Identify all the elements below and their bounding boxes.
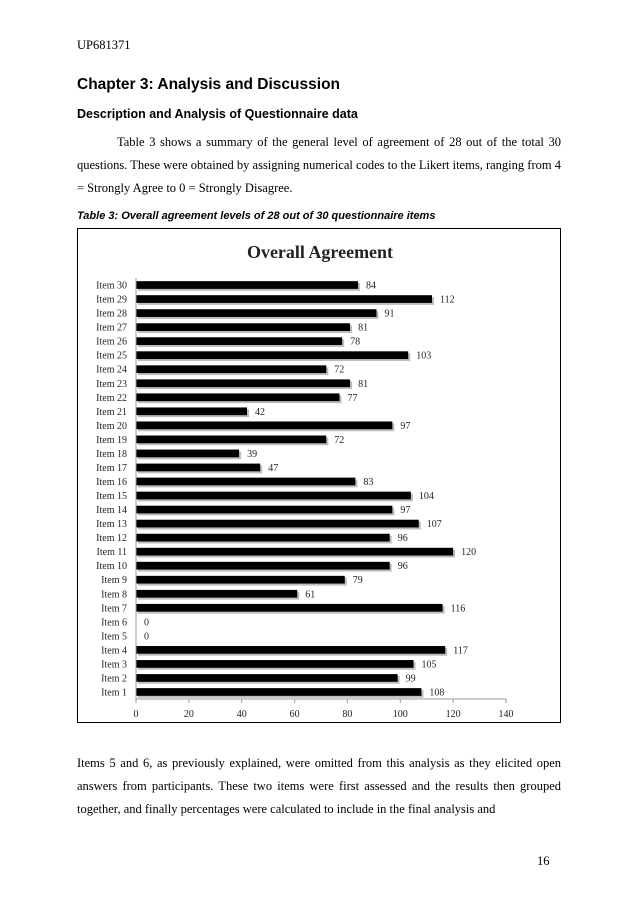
y-tick-label: Item 29 [96, 294, 127, 306]
x-tick-label: 0 [133, 709, 139, 720]
data-label: 39 [247, 448, 258, 460]
data-label: 117 [453, 645, 468, 657]
x-tick-label: 40 [236, 709, 247, 720]
bar-item-20 [136, 421, 392, 429]
y-tick-label: Item 6 [101, 617, 127, 629]
bar-item-18 [136, 450, 239, 458]
data-label: 0 [144, 631, 149, 643]
bar-item-12 [136, 534, 390, 542]
y-tick-label: Item 17 [96, 462, 127, 474]
followup-paragraph: Items 5 and 6, as previously explained, were omitted from this analysis as they elicited open answers from participants. These two items were first assessed and the results then grouped together, and finally percentages were calculated to include in the final analysis and [77, 756, 561, 816]
data-label: 116 [450, 603, 466, 615]
chart-frame [77, 228, 561, 723]
y-tick-label: Item 8 [101, 589, 127, 601]
y-tick-label: Item 23 [96, 378, 127, 390]
data-label: 99 [405, 673, 416, 685]
data-label: 81 [358, 378, 369, 390]
table-caption: Table 3: Overall agreement levels of 28 out of 30 questionnaire items [77, 210, 436, 222]
data-label: 112 [440, 294, 455, 306]
data-label: 42 [255, 406, 265, 418]
data-label: 105 [421, 659, 437, 671]
data-label: 84 [366, 280, 376, 292]
y-tick-label: Item 3 [101, 659, 127, 671]
y-tick-label: Item 15 [96, 491, 127, 503]
y-tick-label: Item 10 [96, 561, 127, 573]
bar-item-1 [136, 688, 421, 696]
y-tick-label: Item 12 [96, 533, 127, 545]
data-label: 120 [461, 547, 477, 559]
data-label: 103 [416, 350, 432, 362]
x-tick-label: 60 [289, 709, 300, 720]
y-tick-label: Item 24 [96, 364, 127, 376]
bar-item-25 [136, 351, 408, 359]
data-label: 47 [268, 462, 279, 474]
bar-item-16 [136, 478, 355, 486]
section-title: Description and Analysis of Questionnaire data [77, 107, 358, 121]
data-label: 91 [384, 308, 395, 320]
x-tick-label: 80 [342, 709, 353, 720]
y-tick-label: Item 20 [96, 420, 127, 432]
y-tick-label: Item 28 [96, 308, 127, 320]
data-label: 97 [400, 505, 411, 517]
bar-item-28 [136, 309, 377, 317]
overall-agreement-chart [78, 229, 562, 724]
data-label: 107 [426, 519, 442, 531]
bar-item-17 [136, 464, 260, 472]
data-label: 108 [429, 687, 445, 699]
data-label: 97 [400, 420, 411, 432]
y-tick-label: Item 19 [96, 434, 127, 446]
data-label: 0 [144, 617, 149, 629]
y-tick-label: Item 25 [96, 350, 127, 362]
data-label: 79 [352, 575, 363, 587]
intro-paragraph: Table 3 shows a summary of the general level of agreement of 28 out of the total 30 questions. These were obtained by assigning numerical codes to the Likert items, ranging from 4 = Strongly Agree to 0 = Strongly Disagree. [77, 135, 561, 195]
y-tick-label: Item 16 [96, 476, 127, 488]
x-tick-label: 100 [392, 709, 408, 720]
page-number: 16 [537, 854, 550, 868]
y-tick-label: Item 22 [96, 392, 127, 404]
y-tick-label: Item 7 [101, 603, 127, 615]
bar-item-14 [136, 506, 392, 514]
bar-item-22 [136, 393, 340, 401]
bar-item-3 [136, 660, 414, 668]
bar-item-4 [136, 646, 445, 654]
y-tick-label: Item 2 [101, 673, 127, 685]
bar-item-11 [136, 548, 453, 556]
y-tick-label: Item 4 [101, 645, 127, 657]
document-id-header: UP681371 [77, 38, 131, 52]
bar-item-2 [136, 674, 398, 682]
chart-title: Overall Agreement [246, 242, 394, 262]
bar-item-29 [136, 295, 432, 303]
bar-item-10 [136, 562, 390, 570]
bar-item-9 [136, 576, 345, 584]
bar-item-24 [136, 365, 326, 373]
bar-item-19 [136, 436, 326, 444]
bar-item-15 [136, 492, 411, 500]
y-tick-label: Item 18 [96, 448, 127, 460]
data-label: 78 [350, 336, 361, 348]
bar-item-21 [136, 407, 247, 415]
y-tick-label: Item 13 [96, 519, 127, 531]
y-tick-label: Item 26 [96, 336, 127, 348]
y-tick-label: Item 30 [96, 280, 127, 292]
bar-item-30 [136, 281, 358, 289]
y-tick-label: Item 27 [96, 322, 127, 334]
bar-item-27 [136, 323, 350, 331]
data-label: 72 [334, 434, 345, 446]
y-tick-label: Item 14 [96, 505, 127, 517]
data-label: 104 [418, 491, 434, 503]
y-tick-label: Item 9 [101, 575, 127, 587]
data-label: 72 [334, 364, 345, 376]
bar-item-7 [136, 604, 443, 612]
chapter-title: Chapter 3: Analysis and Discussion [77, 76, 341, 93]
bar-item-13 [136, 520, 419, 528]
data-label: 61 [305, 589, 316, 601]
y-tick-label: Item 1 [101, 687, 127, 699]
x-tick-label: 140 [498, 709, 514, 720]
x-tick-label: 20 [183, 709, 194, 720]
x-tick-label: 120 [445, 709, 461, 720]
data-label: 81 [358, 322, 369, 334]
data-label: 96 [397, 533, 408, 545]
y-tick-label: Item 21 [96, 406, 127, 418]
y-tick-label: Item 11 [96, 547, 127, 559]
bar-item-26 [136, 337, 342, 345]
data-label: 83 [363, 476, 374, 488]
y-tick-label: Item 5 [101, 631, 127, 643]
data-label: 96 [397, 561, 408, 573]
bar-item-23 [136, 379, 350, 387]
data-label: 77 [347, 392, 358, 404]
bar-item-8 [136, 590, 297, 598]
